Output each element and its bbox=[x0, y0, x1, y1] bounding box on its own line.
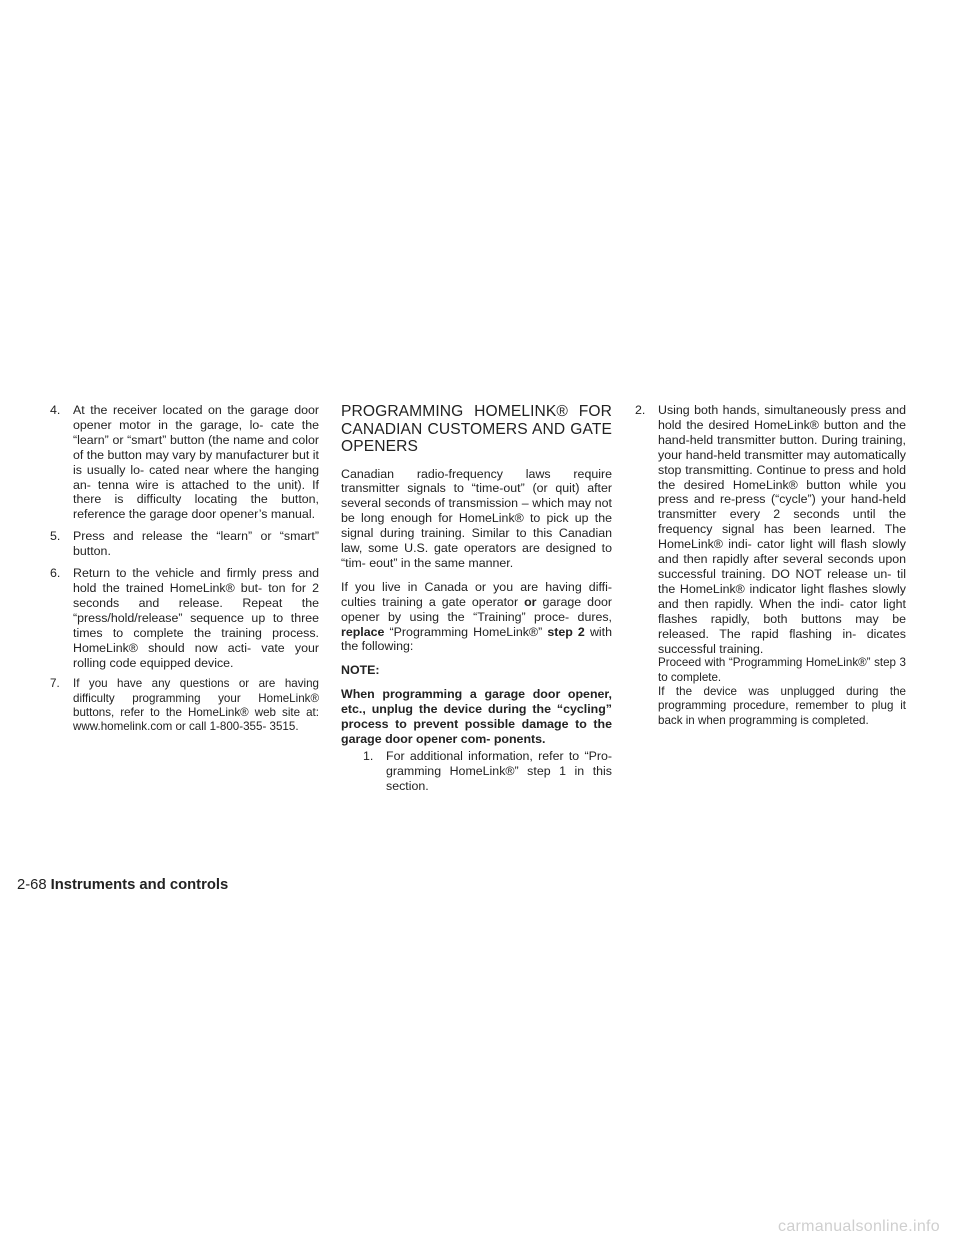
step-number: 5. bbox=[50, 529, 61, 544]
footer-section-title: Instruments and controls bbox=[50, 877, 229, 893]
step-text: If you have any questions or are having difficulty programming your HomeLink® buttons, refer to the HomeLink® web site at: www.homelink.com or call 1-800-355- 3515. bbox=[73, 677, 319, 734]
step-text: Using both hands, simultaneously press and hold the desired HomeLink® button and the hand-held transmitter button. During training, your hand-held transmitter may automatically stop transmitting. Continue to press and hold the desired HomeLink® button while you press and re-press (“cycle”) your hand-held transmitter every 2 seconds until the frequency signal has been learned. The HomeLink® indi- cator light will flash slowly and then rapidly after several seconds upon successful training. DO NOT release un- til the HomeLink® indicator light flashes slowly and then rapidly. When the indi- cator light flashes rapidly, both buttons may be released. The rapid flashing in- dicates successful training. bbox=[658, 403, 906, 656]
step-6 bbox=[50, 566, 319, 670]
step-5 bbox=[50, 529, 319, 559]
step-text: Return to the vehicle and firmly press and hold the trained HomeLink® but- ton for 2 seconds and release. Repeat the “press/hold/release” sequence up to three times to complete the training process. HomeLink® should now acti- vate your rolling code equipped device. bbox=[73, 566, 319, 670]
step-number: 7. bbox=[50, 677, 60, 691]
step-4 bbox=[50, 403, 319, 522]
section-heading: PROGRAMMING HOMELINK® FOR CANADIAN CUSTOMERS AND GATE OPENERS bbox=[341, 403, 612, 455]
page-footer bbox=[17, 876, 228, 894]
substep-1 bbox=[341, 749, 612, 794]
page-number: 2-68 bbox=[17, 877, 47, 893]
step-number: 4. bbox=[50, 403, 61, 417]
step-text: For additional information, refer to “Pro- gramming HomeLink®” step 1 in this section. bbox=[386, 748, 612, 793]
substep-2 bbox=[635, 403, 906, 656]
bold-or: or bbox=[524, 594, 537, 609]
right-column bbox=[635, 403, 906, 728]
note-body: When programming a garage door opener, etc., unplug the device during the “cycling” process to prevent possible damage to the garage door opener com- ponents. bbox=[341, 687, 612, 746]
left-column bbox=[50, 403, 319, 742]
watermark: carmanualsonline.info bbox=[778, 1218, 940, 1235]
step-text: Press and release the “learn” or “smart” button. bbox=[73, 529, 319, 559]
canadian-laws-paragraph: Canadian radio-frequency laws require transmitter signals to “time-out” (or quit) after several seconds of transmission – which may not be long enough for HomeLink® to pick up the signal during training. Similar to this Canadian law, some U.S. gate operators are designed to “tim- eout” in the same manner. bbox=[341, 466, 612, 570]
unplugged-paragraph: If the device was unplugged during the programming procedure, remember to plug it back in when programming is completed. bbox=[658, 685, 906, 727]
proceed-paragraph: Proceed with “Programming HomeLink®” step 3 to complete. bbox=[658, 656, 906, 684]
note-label: NOTE: bbox=[341, 663, 380, 678]
step-number: 6. bbox=[50, 566, 61, 581]
step-number: 1. bbox=[363, 748, 374, 763]
middle-column bbox=[341, 403, 612, 794]
step-number: 2. bbox=[635, 403, 646, 417]
step-text: At the receiver located on the garage door opener motor in the garage, lo- cate the “learn” or “smart” button (the name and color of the button may vary by manufacturer but it is usually lo- cated near where the hanging an- tenna wire is attached to the unit). If there is difficulty locating the button, reference the garage door opener’s manual. bbox=[73, 403, 319, 522]
step-7 bbox=[50, 677, 319, 734]
bold-replace: replace bbox=[341, 624, 385, 639]
bold-step-2: step 2 bbox=[547, 624, 585, 639]
replace-step-paragraph: If you live in Canada or you are having diffi- culties training a gate operator or garage door opener by using the “Training” proce- dures, replace “Programming HomeLink®” step 2 with the following: bbox=[341, 579, 612, 654]
